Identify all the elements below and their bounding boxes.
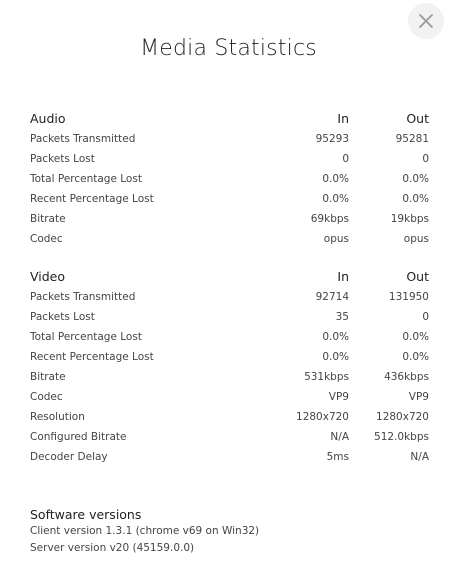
- stat-label: Packets Transmitted: [30, 133, 136, 145]
- audio-row-packets-lost: [30, 151, 430, 171]
- video-stats-section: [30, 269, 430, 469]
- stat-out-value: 95281: [395, 133, 429, 145]
- stat-out-value: 19kbps: [390, 213, 429, 225]
- software-versions-heading: Software versions: [30, 507, 142, 522]
- stat-label: Packets Lost: [30, 311, 95, 323]
- audio-stats-section: [30, 111, 430, 251]
- client-version: Client version 1.3.1 (chrome v69 on Win32): [30, 525, 260, 537]
- stat-out-value: 0.0%: [402, 351, 429, 363]
- stat-out-value: 0.0%: [402, 173, 429, 185]
- audio-col-out: Out: [406, 111, 429, 126]
- stat-out-value: VP9: [408, 391, 429, 403]
- stat-out-value: 436kbps: [384, 371, 429, 383]
- stat-out-value: 131950: [388, 291, 429, 303]
- stat-in-value: 0.0%: [322, 173, 349, 185]
- stat-in-value: 1280x720: [296, 411, 349, 423]
- stat-in-value: VP9: [328, 391, 349, 403]
- server-version: Server version v20 (45159.0.0): [30, 542, 195, 554]
- video-row-packets-transmitted: [30, 289, 430, 309]
- video-row-recent-percentage-lost: [30, 349, 430, 369]
- stat-label: Total Percentage Lost: [30, 331, 142, 343]
- stat-in-value: N/A: [330, 431, 349, 443]
- stat-in-value: 5ms: [326, 451, 349, 463]
- audio-row-total-percentage-lost: [30, 171, 430, 191]
- stat-label: Configured Bitrate: [30, 431, 127, 443]
- stat-label: Decoder Delay: [30, 451, 108, 463]
- software-versions-section: [30, 507, 440, 559]
- stat-label: Packets Transmitted: [30, 291, 136, 303]
- stat-out-value: 1280x720: [376, 411, 429, 423]
- stat-in-value: 531kbps: [304, 371, 349, 383]
- audio-col-in: In: [337, 111, 349, 126]
- stat-out-value: 0: [422, 153, 429, 165]
- stat-in-value: 69kbps: [310, 213, 349, 225]
- video-heading: Video: [30, 269, 66, 284]
- stat-in-value: 95293: [315, 133, 349, 145]
- stat-label: Resolution: [30, 411, 85, 423]
- stat-label: Total Percentage Lost: [30, 173, 142, 185]
- stat-in-value: 35: [335, 311, 349, 323]
- stat-label: Codec: [30, 391, 63, 403]
- audio-row-codec: [30, 231, 430, 251]
- video-row-total-percentage-lost: [30, 329, 430, 349]
- audio-row-packets-transmitted: [30, 131, 430, 151]
- stat-out-value: 0.0%: [402, 193, 429, 205]
- audio-header-row: [30, 111, 430, 131]
- stat-in-value: 0.0%: [322, 193, 349, 205]
- audio-row-bitrate: [30, 211, 430, 231]
- stat-in-value: 0.0%: [322, 331, 349, 343]
- dialog-title: Media Statistics: [140, 36, 317, 61]
- video-row-codec: [30, 389, 430, 409]
- stat-label: Bitrate: [30, 213, 66, 225]
- stat-in-value: 0.0%: [322, 351, 349, 363]
- video-col-in: In: [337, 269, 349, 284]
- video-row-configured-bitrate: [30, 429, 430, 449]
- stat-in-value: 0: [342, 153, 349, 165]
- video-row-packets-lost: [30, 309, 430, 329]
- video-row-resolution: [30, 409, 430, 429]
- stat-out-value: 0.0%: [402, 331, 429, 343]
- stat-out-value: 512.0kbps: [374, 431, 429, 443]
- stat-out-value: N/A: [410, 451, 429, 463]
- video-row-bitrate: [30, 369, 430, 389]
- close-icon: [418, 13, 434, 29]
- stat-out-value: opus: [403, 233, 429, 245]
- stat-label: Codec: [30, 233, 63, 245]
- stat-in-value: opus: [323, 233, 349, 245]
- stat-in-value: 92714: [315, 291, 349, 303]
- video-col-out: Out: [406, 269, 429, 284]
- video-row-decoder-delay: [30, 449, 430, 469]
- close-button[interactable]: [408, 3, 444, 39]
- video-header-row: [30, 269, 430, 289]
- stat-out-value: 0: [422, 311, 429, 323]
- stat-label: Recent Percentage Lost: [30, 193, 154, 205]
- stat-label: Packets Lost: [30, 153, 95, 165]
- stat-label: Recent Percentage Lost: [30, 351, 154, 363]
- audio-row-recent-percentage-lost: [30, 191, 430, 211]
- stat-label: Bitrate: [30, 371, 66, 383]
- audio-heading: Audio: [30, 111, 66, 126]
